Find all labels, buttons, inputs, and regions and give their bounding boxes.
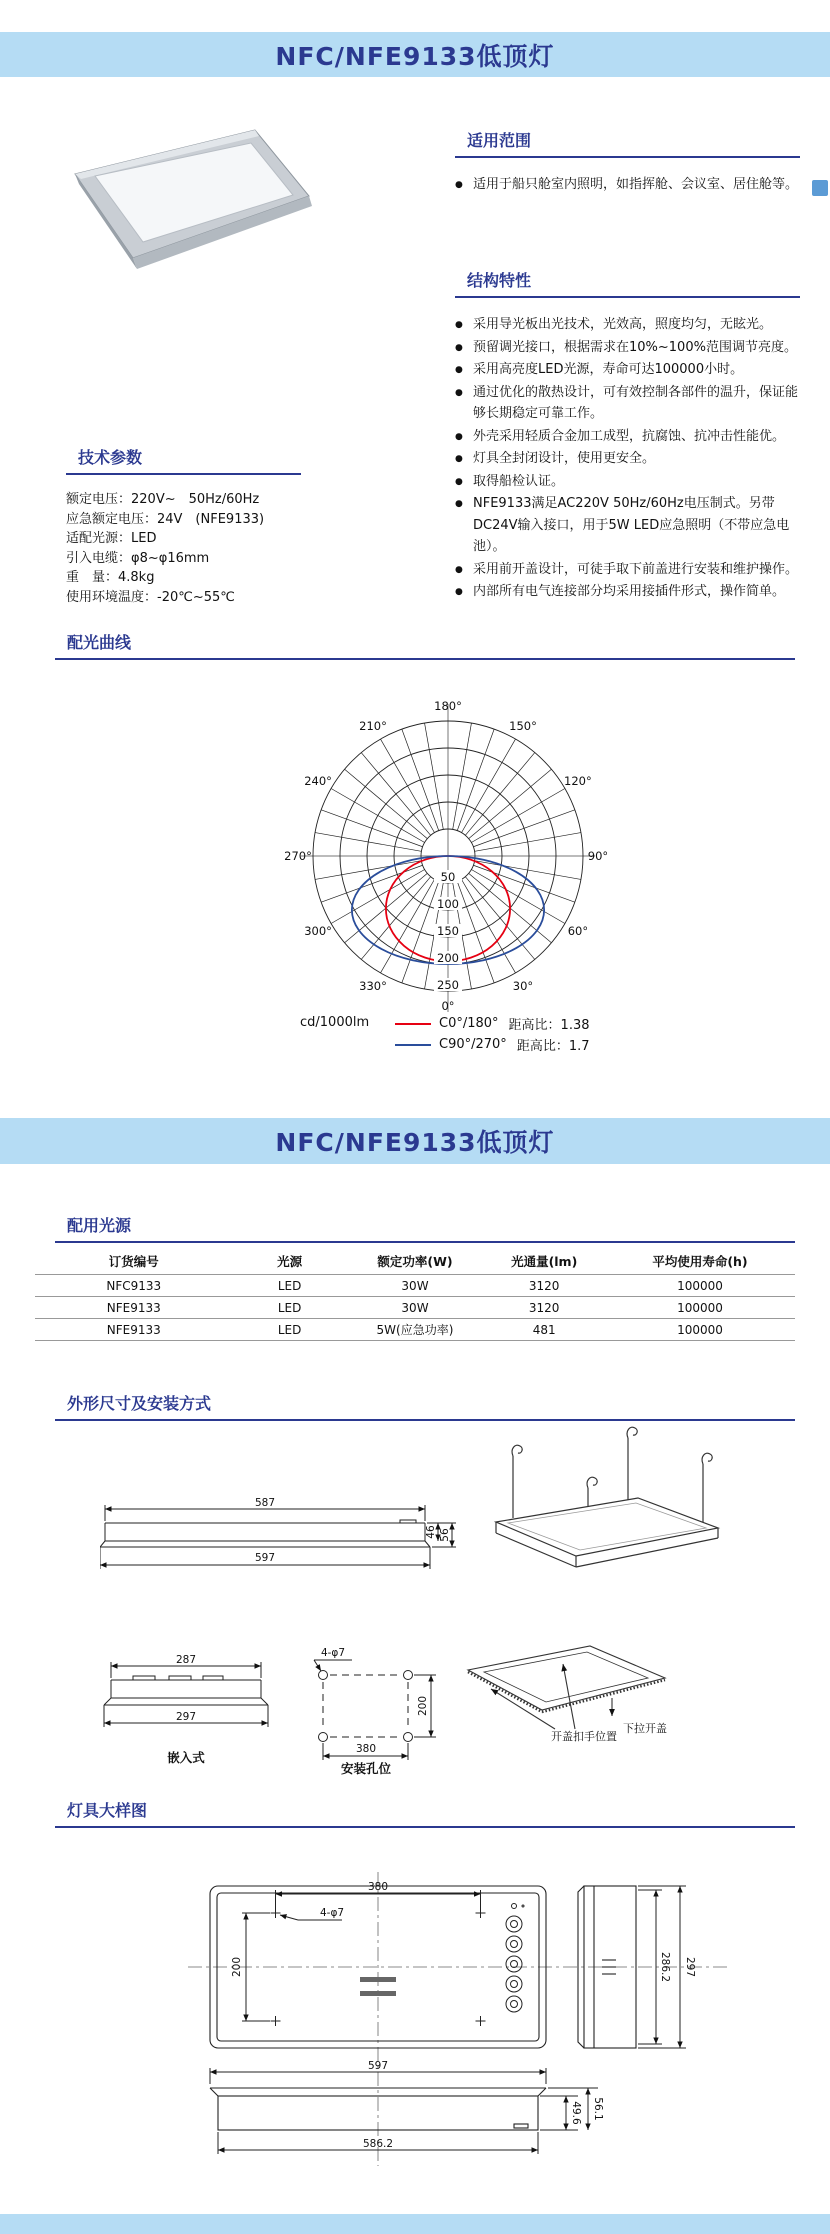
dim-46: 46 [425, 1525, 437, 1539]
dim-597: 597 [254, 1552, 276, 1564]
surface-mount-profile-drawing [100, 1497, 460, 1579]
col-header: 订货编号 [108, 1254, 159, 1269]
cell: NFE9133 [106, 1300, 161, 1315]
feature-bullet: ● 外壳采用轻质合金加工成型，抗腐蚀、抗冲击性能优。 [455, 426, 800, 448]
scope-bullet: ● 适用于船只舱室内照明，如指挥舱、会议室、居住舱等。 [455, 174, 800, 196]
tech-line: 重 量：4.8kg [66, 570, 155, 585]
cell: NFE9133 [106, 1322, 161, 1337]
cover-pull-label: 下拉开盖 [623, 1722, 667, 1735]
cover-handle-label: 开盖扣手位置 [551, 1730, 617, 1743]
detail-title: 灯具大样图 [55, 1798, 795, 1828]
feature-bullet: ● 取得船检认证。 [455, 471, 800, 493]
cell: 30W [401, 1278, 429, 1293]
page1-title-banner [0, 32, 830, 77]
cell: 3120 [528, 1300, 560, 1315]
svg-text:330°: 330° [359, 978, 387, 993]
tech-line: 引入电缆：φ8~φ16mm [66, 550, 210, 566]
legend-entries [395, 1013, 590, 1055]
section-dimensions [55, 1391, 795, 1421]
dim-380: 380 [355, 1743, 377, 1755]
cell: 3120 [528, 1278, 560, 1293]
section-tech [66, 445, 301, 607]
feature-bullet: ● 采用导光板出光技术，光效高，照度均匀，无眩光。 [455, 314, 800, 336]
detail-dim-380: 380 [367, 1881, 389, 1893]
cell: LED [277, 1300, 302, 1315]
dim-200: 200 [417, 1695, 429, 1717]
table-row [35, 1319, 795, 1341]
recessed-label: 嵌入式 [167, 1750, 205, 1765]
legend-line-red-icon [395, 1023, 431, 1025]
mounting-holes-drawing [278, 1642, 458, 1777]
cell: NFC9133 [106, 1278, 162, 1293]
features-title: 结构特性 [455, 268, 800, 298]
dimensions-title: 外形尺寸及安装方式 [55, 1391, 795, 1421]
col-header: 平均使用寿命(h) [652, 1254, 748, 1269]
scope-title: 适用范围 [455, 128, 800, 158]
table-row [35, 1297, 795, 1319]
legend-label: C90°/270° [439, 1037, 507, 1052]
svg-text:0°: 0° [441, 999, 455, 1013]
detail-drawing [170, 1870, 750, 2170]
dim-297: 297 [175, 1711, 197, 1723]
decorative-square [812, 180, 828, 196]
scope-list [455, 174, 800, 196]
dim-587: 587 [254, 1497, 276, 1509]
cell: 5W(应急功率) [376, 1323, 454, 1337]
holes-callout: 4-φ7 [320, 1647, 346, 1659]
col-header: 额定功率(W) [377, 1254, 453, 1269]
feature-bullet: ● 采用前开盖设计，可徒手取下前盖进行安装和维护操作。 [455, 559, 800, 581]
cell: LED [277, 1322, 302, 1337]
detail-dim-297: 297 [684, 1956, 696, 1978]
section-scope [455, 128, 800, 197]
polar-chart [258, 690, 638, 1038]
cell: LED [277, 1278, 302, 1293]
detail-front-view [210, 2060, 604, 2154]
detail-dim-597: 597 [367, 2060, 389, 2072]
light-source-title: 配用光源 [55, 1213, 795, 1243]
legend-entry-c90 [395, 1034, 590, 1055]
section-features [455, 268, 800, 604]
pendant-mount-drawing [468, 1426, 753, 1584]
feature-bullet: ● 预留调光接口，根据需求在10%~100%范围调节亮度。 [455, 337, 800, 359]
svg-text:120°: 120° [564, 774, 592, 788]
light-source-table [35, 1248, 795, 1341]
legend-label: C0°/180° [439, 1016, 499, 1031]
bottom-strip [0, 2214, 830, 2234]
svg-text:60°: 60° [567, 924, 589, 938]
svg-text:90°: 90° [587, 849, 609, 863]
detail-dim-286: 286.2 [659, 1951, 671, 1983]
page2-title: NFC/NFE9133低顶灯 [275, 1128, 555, 1157]
tech-line: 额定电压：220V~ 50Hz/60Hz [66, 492, 260, 507]
svg-text:250: 250 [437, 978, 459, 992]
page1-title: NFC/NFE9133低顶灯 [275, 41, 555, 71]
tech-line: 使用环境温度：-20℃~55℃ [66, 589, 235, 605]
cell: 30W [401, 1300, 429, 1315]
detail-callout: 4-φ7 [320, 1907, 345, 1919]
legend-ratio: 距高比：1.38 [508, 1018, 590, 1033]
cell: 100000 [677, 1322, 723, 1337]
cell: 481 [532, 1322, 556, 1337]
tech-line: 适配光源：LED [66, 531, 157, 546]
svg-text:150°: 150° [509, 719, 537, 734]
col-header: 光源 [277, 1254, 303, 1269]
feature-bullet: ● 采用高亮度LED光源，寿命可达100000小时。 [455, 359, 800, 381]
table-header-row [35, 1248, 795, 1275]
col-header: 光通量(lm) [511, 1254, 578, 1269]
svg-text:300°: 300° [304, 924, 332, 938]
dim-56: 56 [439, 1528, 451, 1542]
section-light-source [55, 1213, 795, 1243]
legend-ratio: 距高比：1.7 [516, 1039, 590, 1054]
svg-text:240°: 240° [304, 774, 332, 788]
section-photometric [55, 630, 795, 660]
detail-dim-200: 200 [231, 1956, 243, 1978]
photometric-unit: cd/1000lm [300, 1015, 370, 1030]
cell: 100000 [677, 1300, 723, 1315]
cell: 100000 [677, 1278, 723, 1293]
feature-bullet: ● 灯具全封闭设计，使用更安全。 [455, 448, 800, 470]
table-row [35, 1275, 795, 1297]
svg-text:50: 50 [440, 870, 456, 884]
detail-dim-586: 586.2 [362, 2138, 394, 2150]
svg-text:150: 150 [437, 924, 459, 938]
holes-label: 安装孔位 [340, 1761, 392, 1776]
svg-text:180°: 180° [434, 699, 462, 713]
legend-entry-c0 [395, 1013, 590, 1034]
svg-text:200: 200 [437, 951, 459, 965]
detail-dim-49: 49.6 [570, 2101, 582, 2125]
svg-text:30°: 30° [512, 978, 534, 993]
features-list [455, 314, 800, 603]
tech-line: 应急额定电压：24V (NFE9133) [66, 511, 265, 527]
feature-bullet: ● 通过优化的散热设计，可有效控制各部件的温升，保证能够长期稳定可靠工作。 [455, 382, 800, 425]
dim-287: 287 [175, 1654, 197, 1666]
cover-open-drawing [460, 1626, 678, 1752]
photometric-legend [300, 1013, 590, 1055]
page2-title-banner [0, 1118, 830, 1164]
feature-bullet: ● NFE9133满足AC220V 50Hz/60Hz电压制式。另带DC24V输入接口，用于5W LED应急照明（不带应急电池）。 [455, 493, 800, 558]
feature-bullet: ● 内部所有电气连接部分均采用接插件形式，操作简单。 [455, 581, 800, 603]
svg-text:100: 100 [437, 897, 459, 911]
tech-title: 技术参数 [66, 445, 301, 475]
detail-dim-56: 56.1 [592, 2097, 604, 2121]
photometric-title: 配光曲线 [55, 630, 795, 660]
product-photo [55, 116, 333, 311]
section-detail [55, 1798, 795, 1828]
recessed-profile-drawing [93, 1652, 278, 1774]
tech-lines [66, 490, 301, 607]
legend-line-blue-icon [395, 1044, 431, 1046]
svg-text:210°: 210° [359, 719, 387, 734]
svg-text:270°: 270° [284, 849, 312, 863]
